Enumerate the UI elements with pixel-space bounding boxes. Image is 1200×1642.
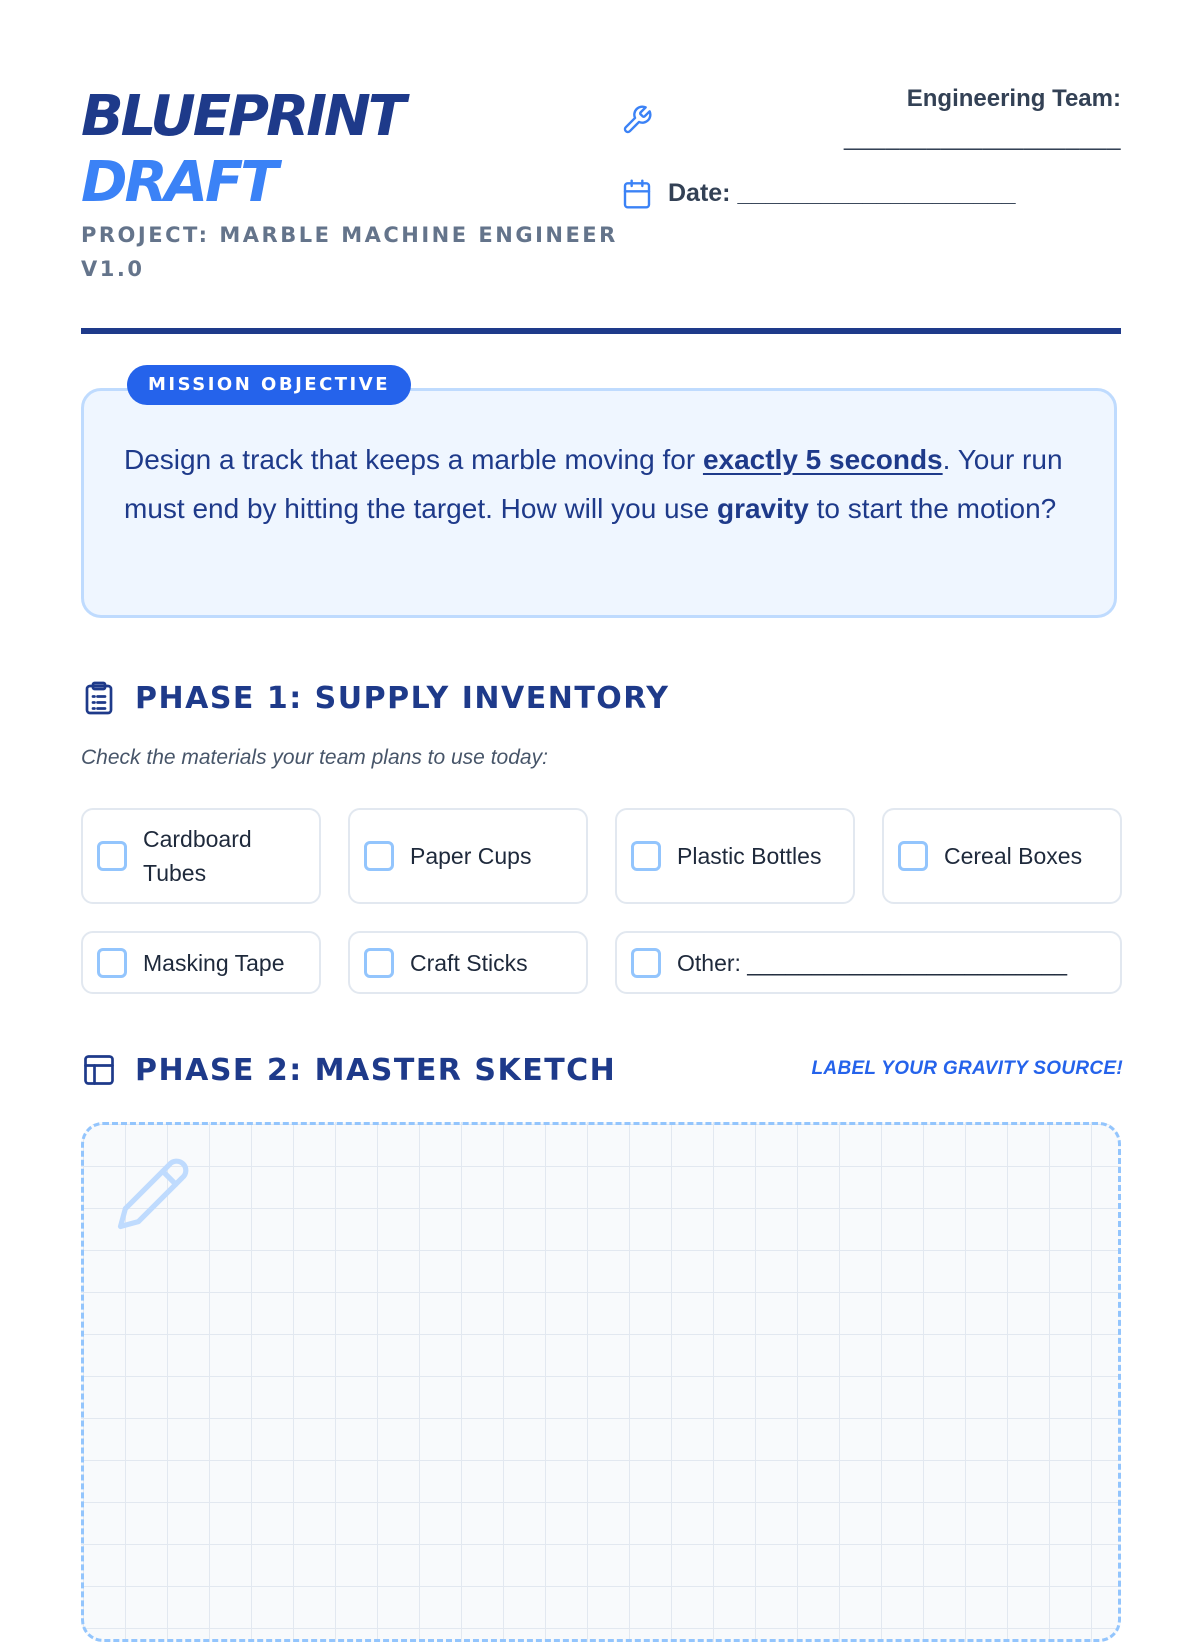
phase2-title: PHASE 2: MASTER SKETCH xyxy=(135,1052,617,1088)
project-subtitle: PROJECT: MARBLE MACHINE ENGINEER V1.0 xyxy=(81,223,618,281)
phase1-header xyxy=(81,680,669,716)
checklist-item-cereal-boxes[interactable] xyxy=(882,808,1122,904)
checklist-item-label: Paper Cups xyxy=(410,843,532,869)
engineering-team-label: Engineering Team: xyxy=(906,85,1121,112)
phase2-header xyxy=(81,1052,616,1088)
checklist-item-label: Plastic Bottles xyxy=(677,843,822,869)
checkbox[interactable] xyxy=(631,841,661,871)
phase1-instruction: Check the materials your team plans to use today: xyxy=(81,746,548,769)
mission-text-emphasis: exactly 5 seconds xyxy=(702,444,943,475)
checklist-item-masking-tape[interactable] xyxy=(81,931,321,994)
gravity-source-note: LABEL YOUR GRAVITY SOURCE! xyxy=(811,1058,1123,1079)
mission-text-part3: to start the motion? xyxy=(808,493,1057,524)
checklist-item-craft-sticks[interactable] xyxy=(348,931,588,994)
checklist-item-plastic-bottles[interactable] xyxy=(615,808,855,904)
mission-objective-text xyxy=(124,435,1084,533)
layout-icon xyxy=(81,1052,117,1088)
title-block xyxy=(81,84,403,216)
checkbox[interactable] xyxy=(364,841,394,871)
clipboard-icon xyxy=(81,680,117,716)
checkbox[interactable] xyxy=(364,948,394,978)
checklist-item-label: Cereal Boxes xyxy=(944,843,1083,869)
mission-objective-tag: MISSION OBJECTIVE xyxy=(127,365,411,405)
checklist-item-cardboard-tubes[interactable] xyxy=(81,808,321,904)
mission-text-bold: gravity xyxy=(716,493,809,524)
checklist-item-label: Masking Tape xyxy=(143,949,285,976)
checklist-item-label: Cardboard Tubes xyxy=(143,826,252,886)
checkbox[interactable] xyxy=(97,948,127,978)
header-divider xyxy=(81,328,1121,334)
checklist-item-other[interactable] xyxy=(615,931,1122,994)
sketch-area[interactable] xyxy=(81,1122,1121,1642)
checklist-item-label: Other: _________________________ xyxy=(677,949,1068,976)
checkbox[interactable] xyxy=(97,841,127,871)
title-line-1: BLUEPRINT xyxy=(81,84,404,149)
wrench-icon xyxy=(621,104,653,136)
checkbox[interactable] xyxy=(631,948,661,978)
mission-objective-box xyxy=(81,374,1117,618)
engineering-team-blank[interactable]: ____________________ xyxy=(844,124,1121,151)
pencil-icon xyxy=(114,1155,192,1233)
calendar-icon xyxy=(621,178,653,210)
mission-text-part2: . Your run must end by hitting the target. How will you use xyxy=(124,444,1063,524)
mission-text-part1: Design a track that keeps a marble moving for xyxy=(124,444,703,475)
title-line-2: DRAFT xyxy=(81,150,276,215)
phase1-title: PHASE 1: SUPPLY INVENTORY xyxy=(135,680,670,716)
date-field[interactable]: Date: ____________________ xyxy=(668,179,1016,207)
checklist-item-paper-cups[interactable] xyxy=(348,808,588,904)
checklist-item-label: Craft Sticks xyxy=(410,949,528,976)
checkbox[interactable] xyxy=(898,841,928,871)
